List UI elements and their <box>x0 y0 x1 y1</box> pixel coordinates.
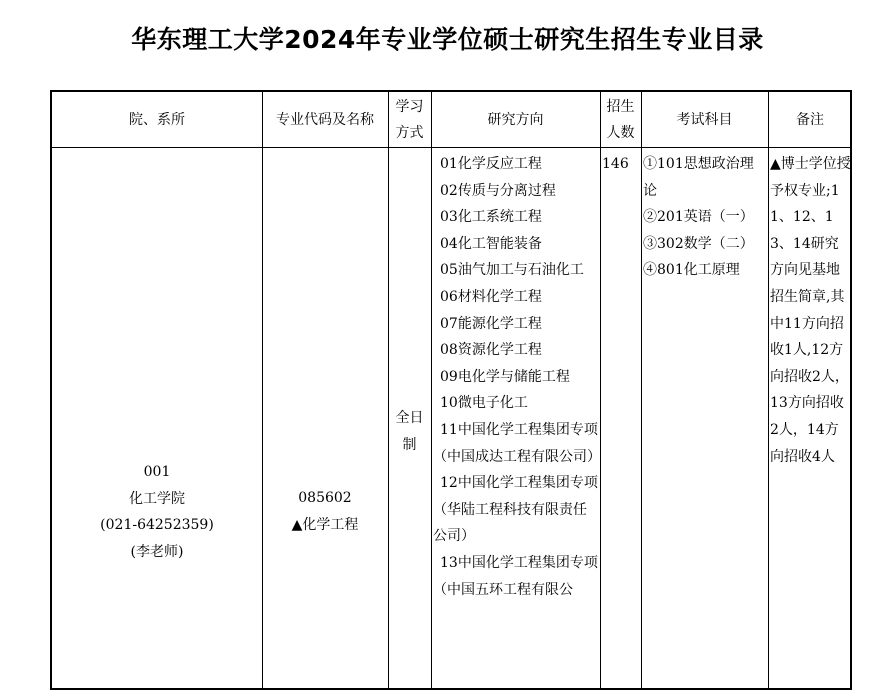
research-direction: 10微电子化工 <box>440 395 528 412</box>
header-quota-line1: 招生 <box>606 98 635 115</box>
mode-line2: 制 <box>402 436 417 453</box>
header-notes: 备注 <box>796 111 824 128</box>
dept-cell <box>52 459 262 565</box>
research-direction: 06材料化学工程 <box>440 288 542 305</box>
dept-contact: (李老师) <box>130 543 184 560</box>
header-direction: 研究方向 <box>487 111 544 128</box>
direction-list <box>433 151 599 603</box>
research-direction: 11中国化学工程集团专项（中国成达工程有限公司） <box>433 421 601 465</box>
research-direction: 09电化学与储能工程 <box>440 368 570 385</box>
major-name: ▲化学工程 <box>291 516 359 533</box>
quota-value: 146 <box>602 156 629 172</box>
major-cell <box>262 485 388 538</box>
exam-subject: ④801化工原理 <box>643 262 740 279</box>
header-quota <box>600 92 641 147</box>
research-direction: 12中国化学工程集团专项（华陆工程科技有限责任公司） <box>433 475 598 545</box>
research-direction: 05油气加工与石油化工 <box>440 262 584 279</box>
header-quota-line2: 人数 <box>606 124 635 141</box>
page-title: 华东理工大学2024年专业学位硕士研究生招生专业目录 <box>131 25 764 54</box>
header-mode-line2: 方式 <box>395 124 424 141</box>
header-major: 专业代码及名称 <box>276 111 374 128</box>
exam-subject: ③302数学（二） <box>643 235 754 252</box>
dept-code: 001 <box>143 464 171 480</box>
research-direction: 04化工智能装备 <box>440 235 542 252</box>
dept-name: 化工学院 <box>129 490 185 507</box>
header-exam: 考试科目 <box>676 111 733 128</box>
catalog-table <box>50 90 852 690</box>
research-direction: 03化工系统工程 <box>440 209 542 226</box>
research-direction: 08资源化学工程 <box>440 342 542 359</box>
research-direction: 01化学反应工程 <box>440 156 542 172</box>
research-direction: 13中国化学工程集团专项（中国五环工程有限公 <box>433 554 598 598</box>
major-code: 085602 <box>298 490 352 506</box>
exam-list <box>643 151 763 284</box>
mode-cell <box>388 405 431 458</box>
dept-phone: (021-64252359) <box>100 517 214 534</box>
header-mode-line1: 学习 <box>395 98 424 115</box>
header-mode <box>388 92 431 147</box>
research-direction: 07能源化学工程 <box>440 315 542 332</box>
mode-line1: 全日 <box>395 410 424 426</box>
header-dept: 院、系所 <box>129 111 185 128</box>
notes-text: ▲博士学位授予权专业;11、12、13、14研究方向见基地招生简章,其中11方向招收1人,12方向招收2人，13方向招收2人，14方向招收4人 <box>770 156 851 465</box>
research-direction: 02传质与分离过程 <box>440 182 556 199</box>
exam-subject: ①101思想政治理论 <box>643 156 754 199</box>
exam-subject: ②201英语（一） <box>643 209 754 226</box>
